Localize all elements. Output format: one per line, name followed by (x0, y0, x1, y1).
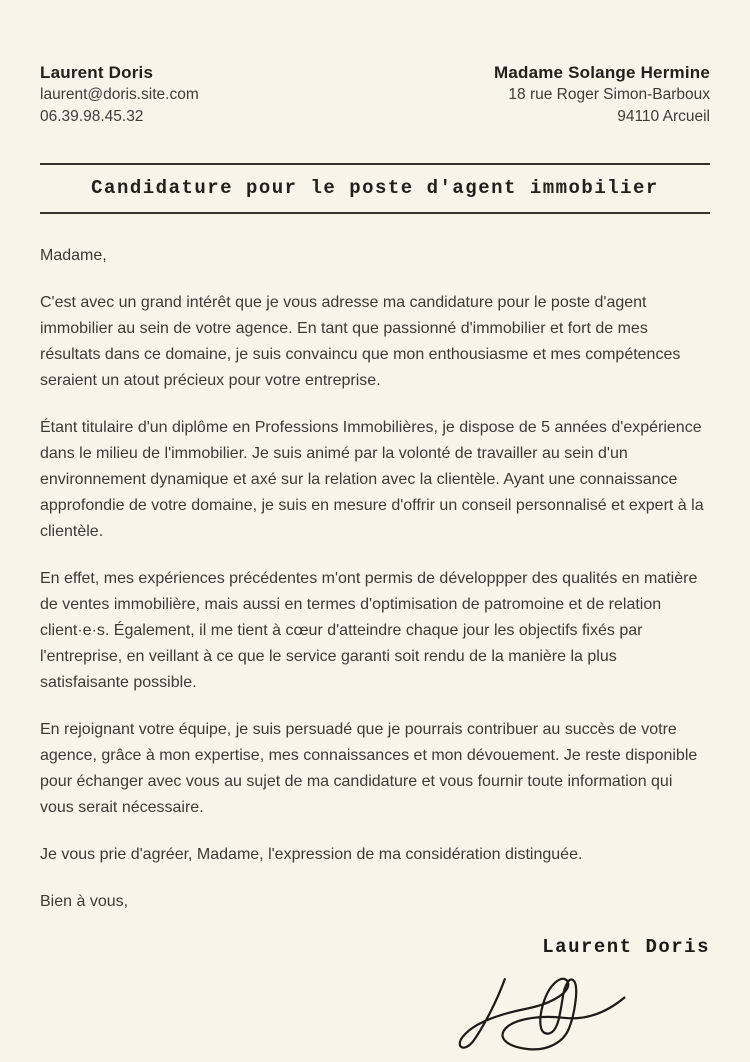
letter-body (40, 243, 710, 1062)
paragraph-motivation: En rejoignant votre équipe, je suis persuadé que je pourrais contribuer au succès de votre agence, grâce à mon expertise, mes connaissances et mon dévouement. Je reste disponible pour échanger avec vous au sujet de ma candidature et vous fournir toute information qui vous serait nécessaire. (40, 721, 698, 816)
letter-subject: Candidature pour le poste d'agent immobilier (91, 177, 659, 199)
recipient-name: Madame Solange Hermine (493, 63, 710, 82)
subject-band (40, 163, 710, 214)
letter-header (40, 62, 710, 127)
valediction: Bien à vous, (40, 893, 129, 910)
recipient-block (494, 62, 710, 127)
paragraph-qualities: En effet, mes expériences précédentes m'ont permis de développper des qualités en matière de ventes immobilière, mais aussi en termes d'optimisation de patromoine et de relation client·e·s. Également, il me tient à cœur d'atteindre chaque jour les objectifs fixés par l'entreprise, en veillant à ce que le service garanti soit rendu de la manière la plus satisfaisante possible. (40, 570, 698, 691)
salutation: Madame, (40, 247, 107, 264)
sender-phone: 06.39.98.45.32 (40, 107, 144, 125)
paragraph-experience: Étant titulaire d'un diplôme en Professions Immobilières, je dispose de 5 années d'expérience dans le milieu de l'immobilier. Je suis animé par la volonté de travailler au sein d'un environnement dynamique et axé sur la relation avec la clientèle. Ayant une connaissance approfondie de votre domaine, je suis en mesure d'offrir un conseil personnalisé et expert à la clientèle. (40, 419, 704, 540)
signature-area (40, 970, 710, 1062)
paragraph-intro: C'est avec un grand intérêt que je vous adresse ma candidature pour le poste d'agent immobilier au sein de votre agence. En tant que passionné d'immobilier et fort de mes résultats dans ce domaine, je suis convaincu que mon enthousiasme et mes compétences seraient un atout précieux pour votre entreprise. (40, 294, 681, 389)
signature-name: Laurent Doris (542, 936, 710, 958)
recipient-address-line1: 18 rue Roger Simon-Barboux (508, 86, 710, 103)
handwritten-signature-icon (448, 970, 648, 1062)
sender-email: laurent@doris.site.com (40, 86, 199, 103)
sender-block (40, 62, 199, 127)
recipient-address-line2: 94110 Arcueil (617, 107, 710, 125)
sender-name: Laurent Doris (40, 63, 154, 82)
closing-line: Je vous prie d'agréer, Madame, l'expression de ma considération distinguée. (40, 846, 583, 863)
